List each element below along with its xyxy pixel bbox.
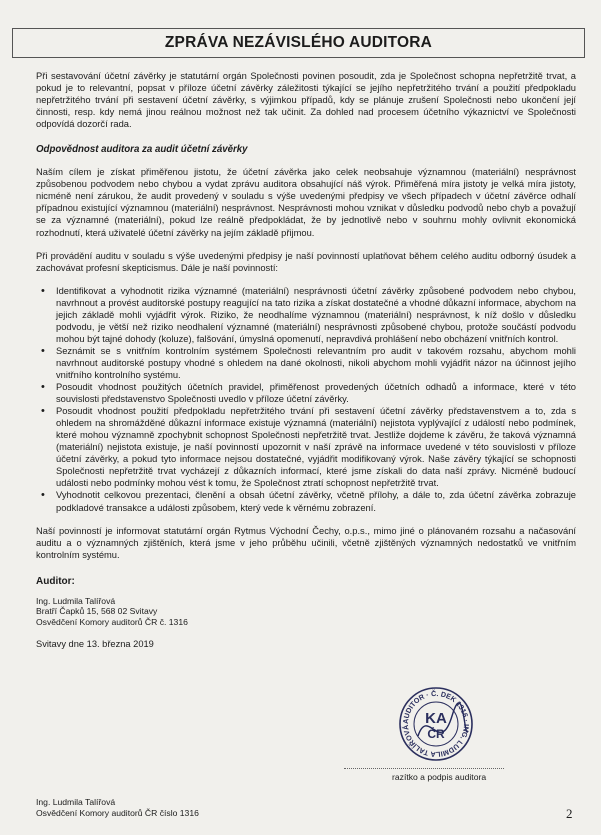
list-item: • Identifikovat a vyhodnotit rizika významné (materiální) nesprávnosti účetní závěrky způsobené podvodem nebo chybou, navrhnout a provést auditorské postupy reagující na tato rizika a získat dostatečné a vhodné důkazní informace, abychom na jejich základě mohli vyjádřit výrok. Riziko, že neodhalíme významnou (materiální) nesprávnost, k níž došlo v důsledku podvodu, je větší než riziko neodhalení významné (materiální) nesprávnosti způsobené chybou, protože součástí podvodu mohou být tajné dohody (koluze), falšování, úmyslná opomenutí, nepravdivá prohlášení nebo obcházení vnitřních kontrol.	[56, 285, 576, 345]
paragraph-communication: Naší povinností je informovat statutární orgán Rytmus Východní Čechy, o.p.s., mimo jiné o plánovaném rozsahu a načasování auditu a o významných zjištěních, která jsme v jeho průběhu učinili, včetně zjištěných významných nedostatků ve vnitřním kontrolním systému.	[36, 525, 576, 560]
auditor-heading: Auditor:	[36, 575, 75, 587]
page-title: ZPRÁVA NEZÁVISLÉHO AUDITORA	[12, 28, 585, 58]
intro-paragraph: Při sestavování účetní závěrky je statutární orgán Společnosti povinen posoudit, zda je Společnost schopna nepřetržitě trvat, a pokud je to relevantní, popsat v příloze účetní závěrky záležitosti týkající se jejího nepřetržitého trvání a použití předpokladu nepřetržitého trvání při sestavení účetní závěrky, s výjimkou případů, kdy se plánuje zrušení Společnosti nebo ukončení její činnosti, resp. kdy nemá jinou reálnou možnost než tak učinit. Za dohled nad procesem účetního výkaznictví ve Společnosti odpovídá dozorčí rada.	[36, 71, 576, 130]
section-heading: Odpovědnost auditora za audit účetní závěrky	[36, 144, 248, 156]
stamp-center-top: KA	[425, 710, 447, 727]
paragraph-duties: Při provádění auditu v souladu s výše uvedenými předpisy je naší povinností uplatňovat během celého auditu odborný úsudek a zachovávat profesní skepticismus. Dále je naší povinností:	[36, 250, 576, 273]
stamp-center-bottom: ČR	[427, 727, 445, 741]
list-item: • Vyhodnotit celkovou prezentaci, členění a obsah účetní závěrky, včetně přílohy, a dále to, zda účetní závěrka zobrazuje podkladové transakce a události způsobem, který vede k věrnému zobrazení.	[56, 489, 576, 513]
auditor-name: Ing. Ludmila Talířová	[36, 595, 116, 606]
paragraph-objective: Naším cílem je získat přiměřenou jistotu, že účetní závěrka jako celek neobsahuje významnou (materiální) nesprávnost způsobenou podvodem nebo chybou a vydat zprávu auditora obsahující náš výrok. Přiměřená míra jistoty je velká míra jistoty, nicméně není zárukou, že audit provedený v souladu s výše uvedenými předpisy ve všech případech v účetní závěrce odhalí případnou existující významnou (materiální) nesprávnost. Nesprávnosti mohou vznikat v důsledku podvodů nebo chyb a považují se za významné (materiální), pokud lze reálně předpokládat, že by jednotlivě nebo v souhrnu mohly ovlivnit ekonomická rozhodnutí, která uživatelé účetní závěrky na jejím základě přijmou.	[36, 167, 576, 238]
bottom-auditor-certificate: Osvědčení Komory auditorů ČR číslo 1316	[36, 808, 199, 818]
report-body	[36, 70, 576, 650]
auditor-stamp-seal	[398, 686, 474, 762]
list-item: • Posoudit vhodnost použitých účetních pravidel, přiměřenost provedených účetních odhadů a informace, které v této souvislosti představenstvo Společnosti uvedlo v příloze účetní závěrky.	[56, 381, 576, 405]
auditor-address	[36, 596, 576, 628]
page-number: 2	[566, 806, 573, 821]
stamp-ring-text: AUDITOR · Č. DEK 1316 · ING. LUDMILA TALÍŘOVÁ	[400, 688, 472, 760]
list-item: • Posoudit vhodnost použití předpokladu nepřetržitého trvání při sestavení účetní závěrky představenstvem a to, zda s ohledem na shromážděné důkazní informace existuje významná (materiální) nejistota vyplývající z událostí nebo podmínek, které mohou významně zpochybnit schopnost Společnosti nepřetržitě trvat. Jestliže dojdeme k závěru, že taková významná (materiální) nejistota existuje, je naší povinností upozornit v naší zprávě na informace uvedené v této souvislosti v příloze účetní závěrky, a pokud tyto informace nejsou dostatečné, vyjádřit modifikovaný výrok. Naše závěry týkající se schopnosti Společnosti nepřetržitě trvat vycházejí z důkazních informací, které jsme získali do data naší zprávy. Nicméně budoucí události nebo podmínky mohou vést k tomu, že Společnost ztratí schopnost nepřetržitě trvat.	[56, 405, 576, 489]
bottom-auditor-name: Ing. Ludmila Talířová	[36, 797, 116, 807]
signature-line	[344, 768, 504, 769]
signature-label: razítko a podpis auditora	[392, 772, 487, 782]
date-line: Svitavy dne 13. března 2019	[36, 638, 154, 649]
auditor-certificate: Osvědčení Komory auditorů ČR č. 1316	[36, 616, 188, 627]
list-item: • Seznámit se s vnitřním kontrolním systémem Společnosti relevantním pro audit v takovém rozsahu, abychom mohli navrhnout auditorské postupy vhodné s ohledem na dané okolnosti, nikoli abychom mohli vyjádřit názor na účinnost jejího vnitřního kontrolního systému.	[56, 345, 576, 381]
duties-list	[36, 285, 576, 514]
auditor-street: Bratří Čapků 15, 568 02 Svitavy	[36, 606, 158, 617]
bottom-auditor-block	[36, 797, 199, 819]
